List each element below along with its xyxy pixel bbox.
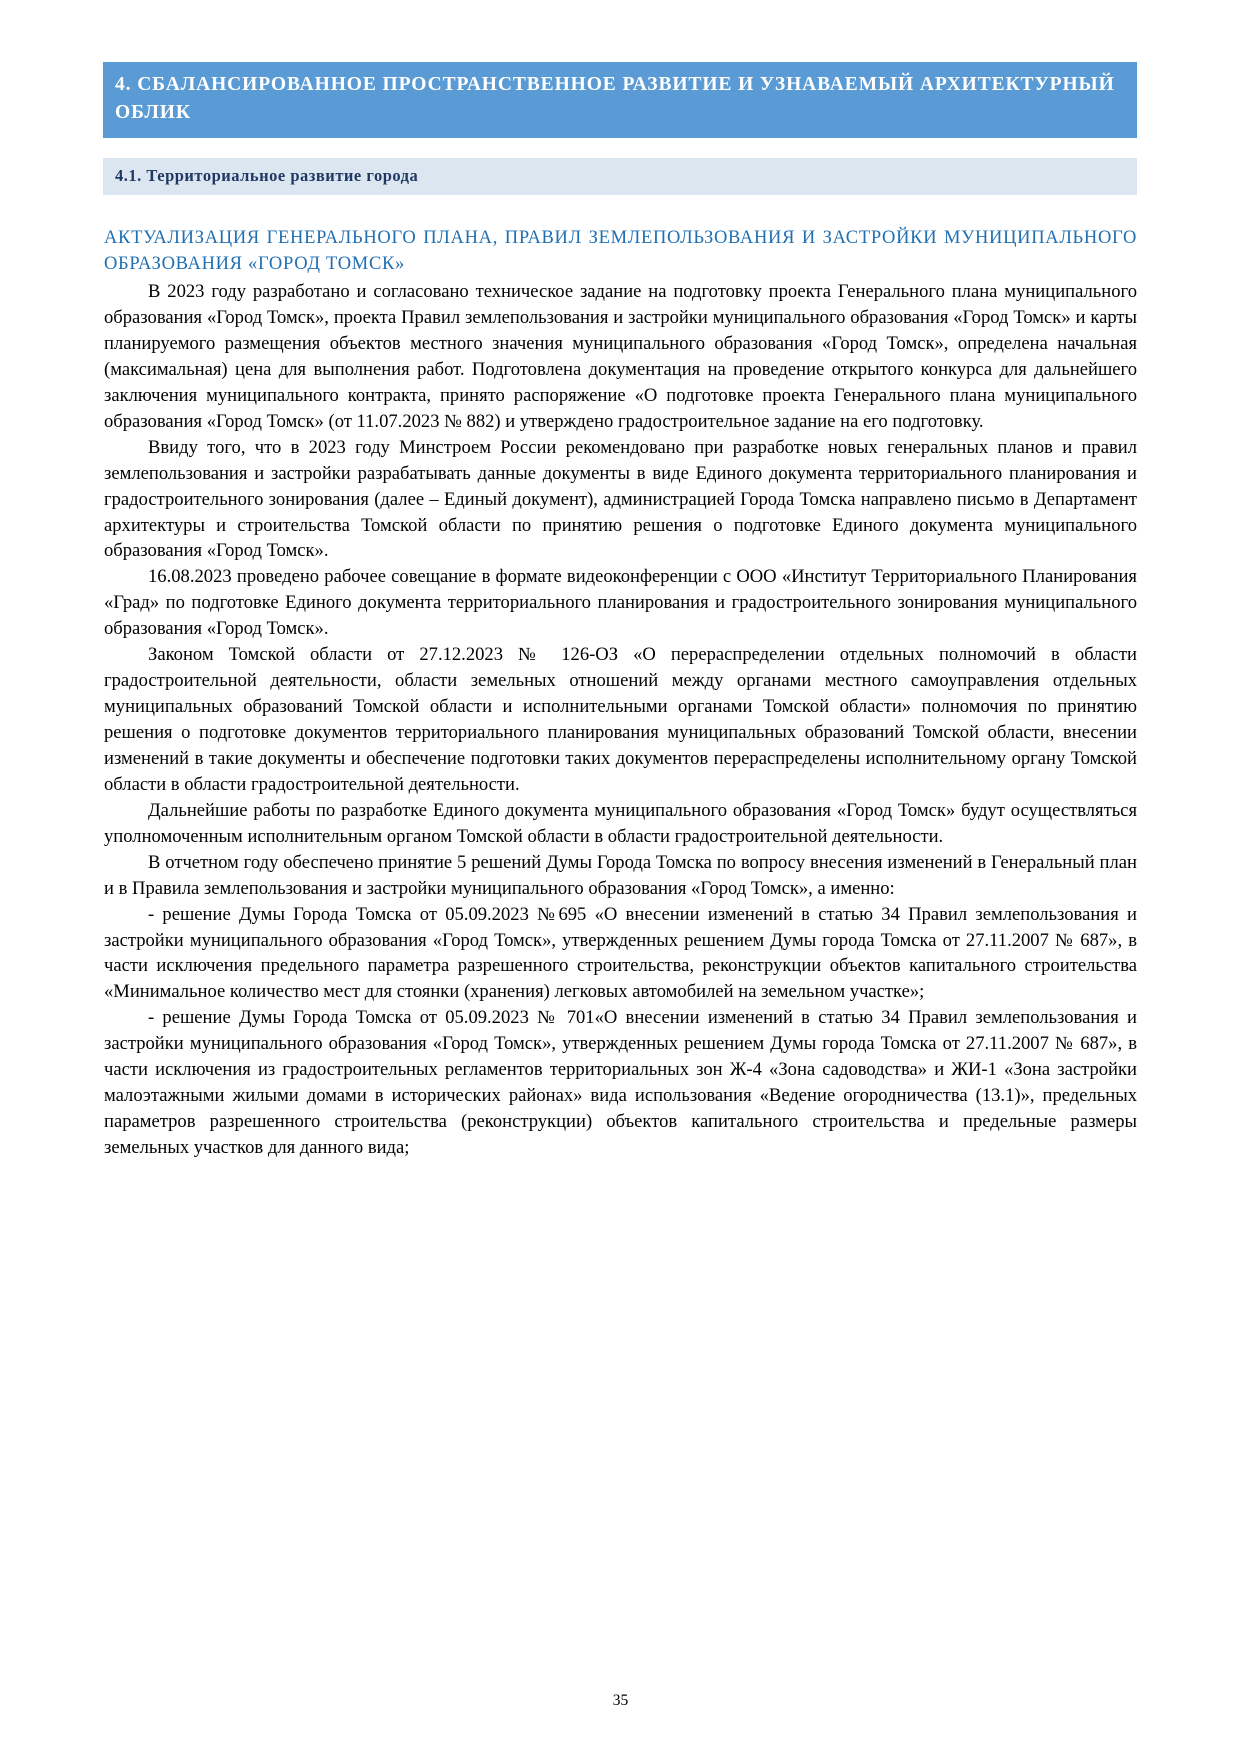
list-item: - решение Думы Города Томска от 05.09.2023 № 701«О внесении изменений в статью 34 Правил землепользования и застройки муниципального образования «Город Томск», утвержденных решением Думы города Томска от 27.11.2007 № 687», в части исключения из градостроительных регламентов территориальных зон Ж-4 «Зона садоводства» и ЖИ-1 «Зона застройки малоэтажными жилыми домами в исторических районах» вида использования «Ведение огородничества (13.1)», предельных параметров разрешенного строительства (реконструкции) объектов капитального строительства и предельные размеры земельных участков для данного вида; (104, 1007, 1137, 1158)
chapter-heading: 4. СБАЛАНСИРОВАННОЕ ПРОСТРАНСТВЕННОЕ РАЗВИТИЕ И УЗНАВАЕМЫЙ АРХИТЕКТУРНЫЙ ОБЛИК (103, 62, 1137, 138)
body-text (104, 279, 1137, 1161)
paragraph: Законом Томской области от 27.12.2023 № 126-ОЗ «О перераспределении отдельных полномочий в области градостроительной деятельности, области земельных отношений между органами местного самоуправления отдельных муниципальных образований Томской области и исполнительными органами Томской области» полномочия по принятию решения о подготовке документов территориального планирования муниципальных образований Томской области, внесении изменений в такие документы и обеспечение подготовки таких документов перераспределены исполнительному органу Томской области в области градостроительной деятельности. (104, 644, 1137, 795)
list-item: - решение Думы Города Томска от 05.09.2023 №695 «О внесении изменений в статью 34 Правил землепользования и застройки муниципального образования «Город Томск», утвержденных решением Думы города Томска от 27.11.2007 № 687», в части исключения предельного параметра разрешенного строительства, реконструкции объектов капитального строительства «Минимальное количество мест для стоянки (хранения) легковых автомобилей на земельном участке»; (104, 903, 1137, 1003)
page-number: 35 (612, 1692, 629, 1709)
paragraph: Дальнейшие работы по разработке Единого документа муниципального образования «Город Томск» будут осуществляться уполномоченным исполнительным органом Томской области в области градостроительной деятельности. (104, 799, 1137, 847)
section-heading: 4.1. Территориальное развитие города (103, 158, 1137, 195)
subsection-heading: АКТУАЛИЗАЦИЯ ГЕНЕРАЛЬНОГО ПЛАНА, ПРАВИЛ ЗЕМЛЕПОЛЬЗОВАНИЯ И ЗАСТРОЙКИ МУНИЦИПАЛЬНОГО ОБРАЗОВАНИЯ «ГОРОД ТОМСК» (104, 227, 1137, 274)
paragraph: В 2023 году разработано и согласовано техническое задание на подготовку проекта Генерального плана муниципального образования «Город Томск», проекта Правил землепользования и застройки муниципального образования «Город Томск» и карты планируемого размещения объектов местного значения муниципального образования «Город Томск», определена начальная (максимальная) цена для выполнения работ. Подготовлена документация на проведение открытого конкурса для дальнейшего заключения муниципального контракта, принято распоряжение «О подготовке проекта Генерального плана муниципального образования «Город Томск» (от 11.07.2023 № 882) и утверждено градостроительное задание на его подготовку. (104, 281, 1137, 432)
paragraph: 16.08.2023 проведено рабочее совещание в формате видеоконференции с ООО «Институт Территориального Планирования «Град» по подготовке Единого документа территориального планирования и градостроительного зонирования муниципального образования «Город Томск». (104, 566, 1137, 640)
paragraph: Ввиду того, что в 2023 году Минстроем России рекомендовано при разработке новых генеральных планов и правил землепользования и застройки разрабатывать данные документы в виде Единого документа территориального планирования и градостроительного зонирования (далее – Единый документ), администрацией Города Томска направлено письмо в Департамент архитектуры и строительства Томской области по принятию решения о подготовке Единого документа муниципального образования «Город Томск». (104, 436, 1137, 562)
paragraph: В отчетном году обеспечено принятие 5 решений Думы Города Томска по вопросу внесения изменений в Генеральный план и в Правила землепользования и застройки муниципального образования «Город Томск», а именно: (104, 851, 1137, 899)
